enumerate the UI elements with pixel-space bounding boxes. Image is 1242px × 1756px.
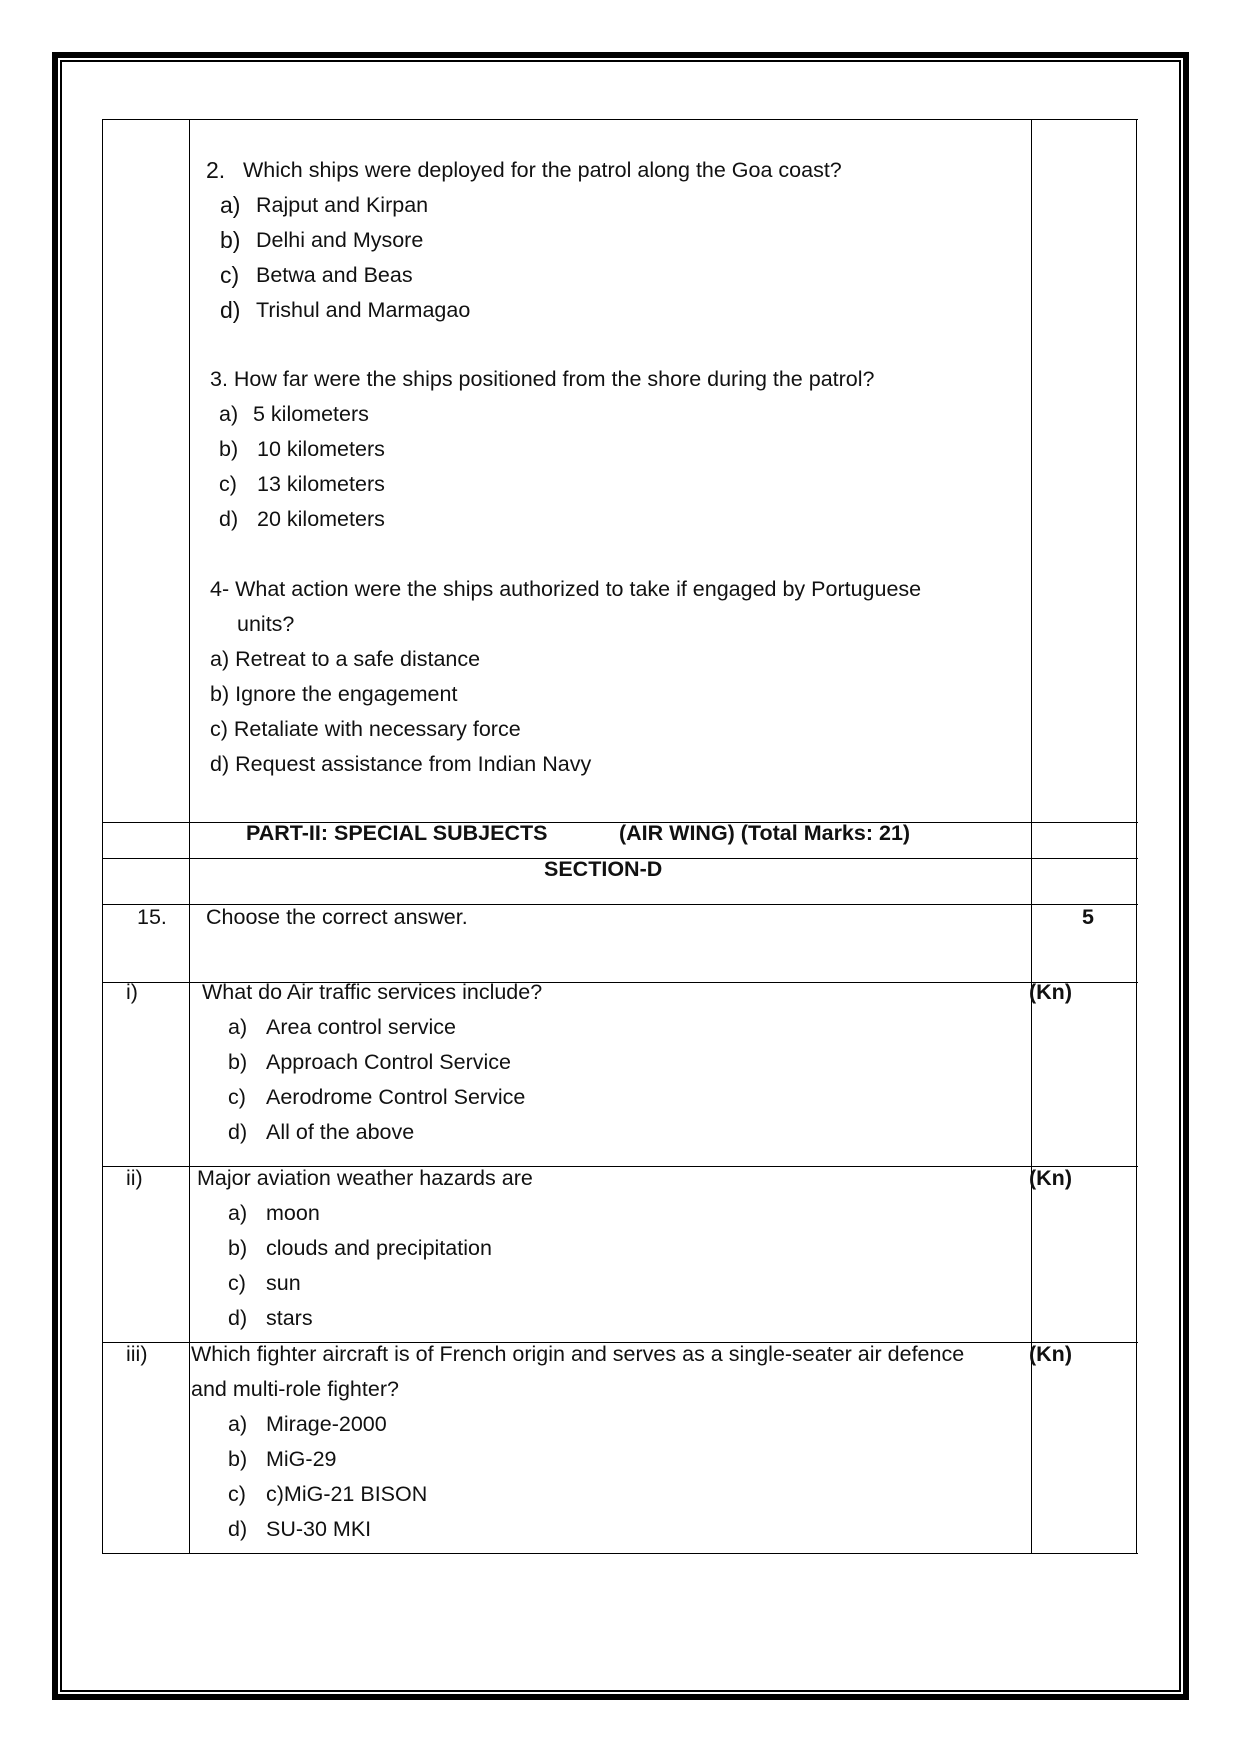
section-title: SECTION-D — [544, 857, 663, 881]
option-text: c) Retaliate with necessary force — [210, 717, 521, 741]
option-letter: c) — [228, 1085, 246, 1109]
option-text: MiG-29 — [266, 1447, 337, 1471]
option-text: sun — [266, 1271, 301, 1295]
question-text: 3. How far were the ships positioned from the shore during the patrol? — [210, 367, 875, 391]
option-letter: b) — [220, 227, 241, 253]
option-text: 13 kilometers — [257, 472, 385, 496]
question-text: Choose the correct answer. — [206, 905, 468, 929]
cognitive-tag: (Kn) — [1029, 1342, 1072, 1366]
option-letter: d) — [219, 507, 239, 531]
question-text: 4- What action were the ships authorized to take if engaged by Portuguese — [210, 577, 922, 601]
subquestion-text-continued: and multi-role fighter? — [191, 1377, 399, 1401]
subquestion-text: Which fighter aircraft is of French origin and serves as a single-seater air defence — [191, 1342, 965, 1366]
table-bottom-border — [102, 1553, 1138, 1554]
option-text: 5 kilometers — [253, 402, 369, 426]
part-subtitle: (AIR WING) (Total Marks: 21) — [619, 821, 911, 845]
option-text: Approach Control Service — [266, 1050, 511, 1074]
table-top-border — [102, 119, 1138, 120]
subquestion-text: What do Air traffic services include? — [202, 980, 543, 1004]
option-letter: c) — [228, 1271, 246, 1295]
option-letter: b) — [228, 1447, 248, 1471]
question-text: Which ships were deployed for the patrol along the Goa coast? — [243, 158, 842, 182]
cognitive-tag: (Kn) — [1029, 980, 1072, 1004]
option-text: Area control service — [266, 1015, 456, 1039]
option-text: Mirage-2000 — [266, 1412, 387, 1436]
subquestion-number: ii) — [126, 1166, 143, 1190]
option-letter: b) — [228, 1236, 248, 1260]
cognitive-tag: (Kn) — [1029, 1166, 1072, 1190]
col-divider-2 — [1031, 119, 1032, 1554]
option-letter: b) — [228, 1050, 248, 1074]
option-text: Trishul and Marmagao — [256, 298, 471, 322]
option-letter: c) — [228, 1482, 246, 1506]
option-letter: d) — [228, 1306, 248, 1330]
option-letter: d) — [228, 1517, 248, 1541]
option-letter: a) — [220, 192, 241, 218]
option-letter: a) — [228, 1015, 248, 1039]
option-text: SU-30 MKI — [266, 1517, 372, 1541]
option-text: All of the above — [266, 1120, 415, 1144]
col-divider-1 — [189, 119, 190, 1554]
option-text: Rajput and Kirpan — [256, 193, 429, 217]
option-text: b) Ignore the engagement — [210, 682, 458, 706]
marks: 5 — [1082, 905, 1094, 929]
option-letter: a) — [219, 402, 239, 426]
option-text: moon — [266, 1201, 320, 1225]
option-letter: a) — [228, 1412, 248, 1436]
option-text: Betwa and Beas — [256, 263, 413, 287]
option-letter: b) — [219, 437, 239, 461]
question-text-continued: units? — [237, 612, 295, 636]
option-letter: d) — [220, 297, 241, 323]
part-title: PART-II: SPECIAL SUBJECTS — [246, 821, 548, 845]
option-text: clouds and precipitation — [266, 1236, 492, 1260]
option-letter: a) — [228, 1201, 248, 1225]
option-letter: c) — [220, 262, 240, 288]
option-text: d) Request assistance from Indian Navy — [210, 752, 592, 776]
option-letter: d) — [228, 1120, 248, 1144]
question-number: 2. — [206, 157, 226, 183]
option-text: Aerodrome Control Service — [266, 1085, 526, 1109]
option-text: 20 kilometers — [257, 507, 385, 531]
option-letter: c) — [219, 472, 237, 496]
question-number: 15. — [137, 905, 167, 929]
option-text: stars — [266, 1306, 313, 1330]
subquestion-text: Major aviation weather hazards are — [197, 1166, 533, 1190]
option-text: 10 kilometers — [257, 437, 385, 461]
option-text: c)MiG-21 BISON — [266, 1482, 428, 1506]
table-right-border — [1136, 119, 1137, 1554]
subquestion-number: iii) — [126, 1342, 148, 1366]
table-left-border — [102, 119, 103, 1554]
option-text: a) Retreat to a safe distance — [210, 647, 481, 671]
option-text: Delhi and Mysore — [256, 228, 424, 252]
subquestion-number: i) — [126, 980, 138, 1004]
